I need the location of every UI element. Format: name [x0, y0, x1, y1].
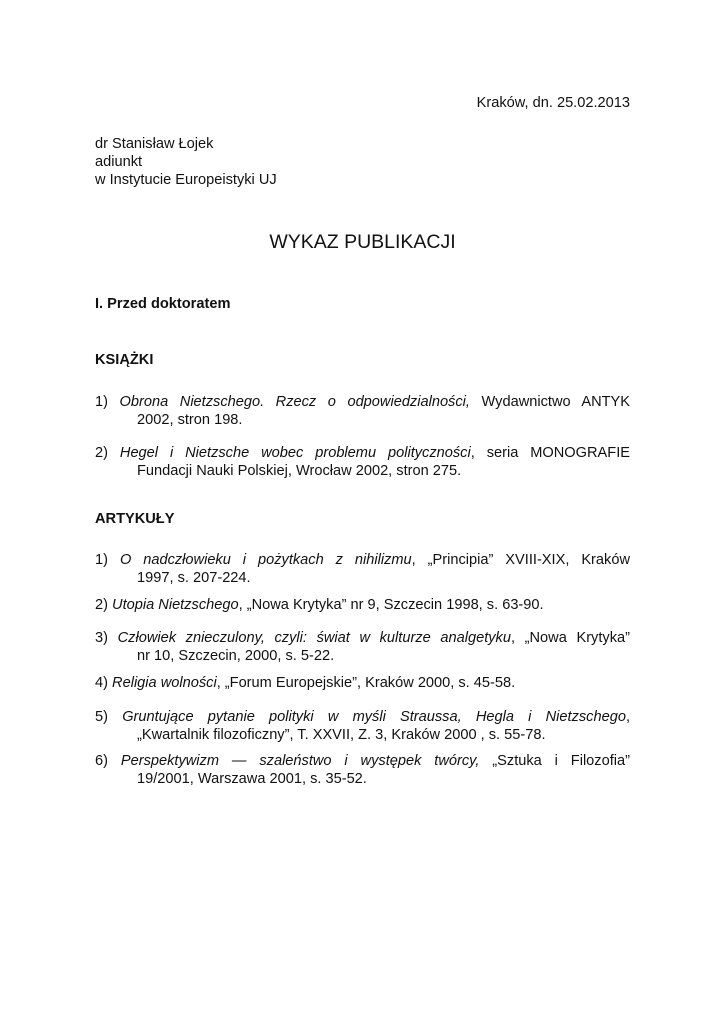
articles-heading: ARTYKUŁY — [95, 511, 175, 527]
entry-title: O nadczłowieku i pożytkach z nihilizmu — [119, 552, 412, 568]
entry-first-line — [95, 674, 630, 692]
books-heading: KSIĄŻKI — [95, 352, 154, 368]
entry-continuation: 19/2001, Warszawa 2001, s. 35-52. — [137, 771, 367, 787]
article-entry-1 — [95, 551, 630, 587]
entry-details: , „Nowa Krytyka” — [510, 630, 630, 646]
entry-first-line — [95, 393, 630, 411]
author-block — [95, 135, 277, 189]
article-entry-3 — [95, 629, 630, 665]
entry-number: 5) — [95, 709, 108, 725]
entry-continuation: 2002, stron 198. — [137, 412, 243, 428]
entry-details: , „Principia” XVIII-XIX, Kraków — [411, 552, 630, 568]
entry-details: , — [625, 709, 630, 725]
article-entry-5 — [95, 708, 630, 744]
book-entry-2 — [95, 444, 630, 480]
entry-number: 6) — [95, 753, 108, 769]
entry-first-line — [95, 444, 630, 462]
entry-title: Religia wolności — [112, 675, 217, 691]
entry-title: Człowiek znieczulony, czyli: świat w kulturze analgetyku — [117, 630, 511, 646]
section-heading: I. Przed doktoratem — [95, 296, 231, 312]
entry-details: Wydawnictwo ANTYK — [481, 394, 630, 410]
book-entry-1 — [95, 393, 630, 429]
document-title: WYKAZ PUBLIKACJI — [269, 231, 456, 253]
entry-number: 1) — [95, 394, 108, 410]
entry-title: Hegel i Nietzsche wobec problemu polityczności — [119, 445, 471, 461]
entry-details: „Sztuka i Filozofia” — [479, 753, 630, 769]
entry-details: , „Forum Europejskie”, Kraków 2000, s. 45-58. — [216, 675, 516, 691]
entry-first-line — [95, 596, 630, 614]
entry-number: 1) — [95, 552, 108, 568]
entry-number: 2) — [95, 445, 108, 461]
article-entry-4 — [95, 674, 630, 692]
entry-number: 2) — [95, 597, 108, 613]
entry-continuation: nr 10, Szczecin, 2000, s. 5-22. — [137, 648, 335, 664]
entry-first-line — [95, 752, 630, 770]
entry-title: Obrona Nietzschego. Rzecz o odpowiedzialności, — [119, 394, 470, 410]
entry-continuation: 1997, s. 207-224. — [137, 570, 251, 586]
entry-number: 3) — [95, 630, 108, 646]
place-date: Kraków, dn. 25.02.2013 — [476, 95, 630, 111]
entry-details: , „Nowa Krytyka” nr 9, Szczecin 1998, s. 63-90. — [238, 597, 544, 613]
article-entry-2 — [95, 596, 630, 614]
entry-title: Perspektywizm — szaleństwo i występek twórcy, — [120, 753, 480, 769]
author-name: dr Stanisław Łojek — [95, 136, 214, 152]
entry-first-line — [95, 708, 630, 726]
entry-details: , seria MONOGRAFIE — [470, 445, 630, 461]
entry-first-line — [95, 551, 630, 569]
entry-first-line — [95, 629, 630, 647]
entry-continuation: „Kwartalnik filozoficzny”, T. XXVII, Z. 3, Kraków 2000 , s. 55-78. — [137, 727, 546, 743]
entry-continuation: Fundacji Nauki Polskiej, Wrocław 2002, stron 275. — [137, 463, 462, 479]
author-position: adiunkt — [95, 154, 143, 170]
author-institute: w Instytucie Europeistyki UJ — [95, 172, 277, 188]
entry-title: Gruntujące pytanie polityki w myśli Straussa, Hegla i Nietzschego — [122, 709, 626, 725]
article-entry-6 — [95, 752, 630, 788]
entry-title: Utopia Nietzschego — [112, 597, 239, 613]
entry-number: 4) — [95, 675, 108, 691]
